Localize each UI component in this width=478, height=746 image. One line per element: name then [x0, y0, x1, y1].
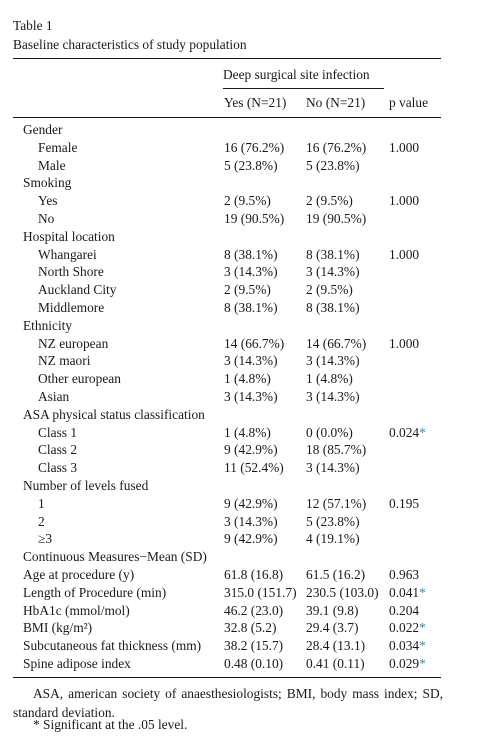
row-label: HbA1c (mmol/mol): [23, 602, 130, 618]
cell-no: 12 (57.1%): [306, 495, 367, 511]
row-label: Yes: [38, 193, 58, 209]
cell-no: 2 (9.5%): [306, 193, 353, 209]
cell-no: 18 (85.7%): [306, 442, 367, 458]
cell-no: 0 (0.0%): [306, 424, 353, 440]
cell-yes: 3 (14.3%): [224, 513, 278, 529]
group-header: Deep surgical site infection: [223, 67, 370, 82]
cell-no: 3 (14.3%): [306, 460, 360, 476]
cell-no: 39.1 (9.8): [306, 602, 359, 618]
cell-no: 4 (19.1%): [306, 531, 360, 547]
row-label: 1: [38, 495, 45, 511]
significance-star: *: [419, 424, 426, 440]
row-label: Whangarei: [38, 246, 97, 262]
significance-star: *: [419, 584, 426, 600]
table-row: [0, 192, 478, 210]
cell-no: 61.5 (16.2): [306, 567, 366, 582]
table-row: [0, 530, 478, 548]
table-title: Baseline characteristics of study population: [13, 37, 247, 52]
section-row: [0, 406, 478, 424]
col-header-no: No (N=21): [306, 95, 366, 110]
cell-p-value: 0.041: [389, 584, 420, 600]
col-header-p: p value: [389, 95, 429, 110]
row-label: NZ european: [38, 335, 109, 351]
row-label: North Shore: [38, 264, 104, 280]
cell-yes: 315.0 (151.7): [224, 584, 297, 600]
cell-yes: 3 (14.3%): [224, 353, 278, 369]
p-value-group: [389, 619, 426, 637]
row-label: ASA physical status classification: [23, 406, 205, 422]
cell-no: 28.4 (13.1): [306, 638, 366, 654]
cell-p-value: 0.195: [389, 495, 420, 511]
cell-p-value: 0.204: [389, 602, 420, 618]
row-label: Ethnicity: [23, 317, 73, 333]
row-label: ≥3: [38, 531, 53, 547]
table-row: [0, 335, 478, 353]
cell-no: 3 (14.3%): [306, 264, 360, 280]
cell-p-value: 1.000: [389, 335, 420, 351]
col-header-yes: Yes (N=21): [224, 95, 287, 110]
row-label: Hospital location: [23, 228, 115, 244]
section-row: [0, 121, 478, 139]
cell-p-value: 0.963: [389, 567, 420, 582]
table-row: [0, 459, 478, 477]
cell-no: 0.41 (0.11): [306, 656, 365, 671]
table-row: [0, 210, 478, 228]
row-label: Class 2: [38, 442, 78, 458]
row-label: Smoking: [23, 175, 72, 191]
row-label: Spine adipose index: [23, 656, 131, 671]
row-label: Gender: [23, 122, 63, 137]
cell-yes: 38.2 (15.7): [224, 638, 284, 654]
row-label: Age at procedure (y): [23, 567, 135, 582]
cell-no: 1 (4.8%): [306, 371, 353, 387]
cell-no: 5 (23.8%): [306, 513, 360, 529]
cell-yes: 8 (38.1%): [224, 246, 278, 262]
row-label: 2: [38, 513, 45, 529]
significance-star: *: [419, 638, 426, 654]
cell-yes: 11 (52.4%): [224, 460, 284, 476]
table-row: [0, 424, 478, 442]
cell-no: 5 (23.8%): [306, 157, 360, 173]
cell-p-value: 0.029: [389, 656, 420, 671]
section-row: [0, 548, 478, 566]
footnote-significance: * Significant at the .05 level.: [33, 717, 188, 732]
section-row: [0, 477, 478, 495]
cell-yes: 61.8 (16.8): [224, 567, 284, 582]
cell-yes: 2 (9.5%): [224, 193, 271, 209]
cell-no: 8 (38.1%): [306, 300, 360, 315]
section-row: [0, 566, 478, 584]
table-row: [0, 157, 478, 175]
significance-star: *: [419, 656, 426, 671]
table-row: [0, 263, 478, 281]
significance-star: *: [419, 620, 426, 636]
section-row: [0, 637, 478, 655]
top-rule: [13, 58, 441, 59]
table-row: [0, 513, 478, 531]
cell-yes: 3 (14.3%): [224, 389, 278, 404]
table-row: [0, 281, 478, 299]
row-label: Other european: [38, 371, 121, 387]
cell-yes: 2 (9.5%): [224, 282, 271, 298]
p-value-group: [389, 424, 426, 442]
row-label: Middlemore: [38, 300, 105, 315]
cell-p-value: 0.024: [389, 424, 420, 440]
section-row: [0, 619, 478, 637]
cell-no: 14 (66.7%): [306, 335, 367, 351]
cell-no: 8 (38.1%): [306, 246, 360, 262]
table-row: [0, 441, 478, 459]
p-value-group: [389, 584, 426, 602]
cell-yes: 8 (38.1%): [224, 300, 278, 315]
cell-no: 16 (76.2%): [306, 139, 367, 155]
table-row: [0, 495, 478, 513]
cell-p-value: 0.034: [389, 638, 420, 654]
cell-yes: 9 (42.9%): [224, 495, 278, 511]
cell-no: 19 (90.5%): [306, 211, 367, 226]
p-value-group: [389, 637, 426, 655]
row-label: Continuous Measures−Mean (SD): [23, 549, 207, 565]
section-row: [0, 655, 478, 673]
cell-no: 2 (9.5%): [306, 282, 353, 298]
cell-no: 29.4 (3.7): [306, 620, 359, 636]
row-label: Auckland City: [38, 282, 117, 298]
cell-p-value: 0.022: [389, 620, 420, 636]
table-label: Table 1: [13, 18, 53, 33]
cell-no: 230.5 (103.0): [306, 584, 379, 600]
row-label: No: [38, 211, 55, 226]
bottom-rule: [13, 677, 441, 678]
cell-yes: 3 (14.3%): [224, 264, 278, 280]
cell-p-value: 1.000: [389, 139, 420, 155]
cell-no: 3 (14.3%): [306, 389, 360, 404]
cell-yes: 16 (76.2%): [224, 139, 285, 155]
cell-yes: 9 (42.9%): [224, 442, 278, 458]
cell-yes: 5 (23.8%): [224, 157, 278, 173]
table-row: [0, 352, 478, 370]
cell-yes: 1 (4.8%): [224, 424, 271, 440]
cell-yes: 9 (42.9%): [224, 531, 278, 547]
cell-yes: 14 (66.7%): [224, 335, 285, 351]
table-row: [0, 246, 478, 264]
section-row: [0, 602, 478, 620]
row-label: Class 3: [38, 460, 78, 476]
cell-yes: 32.8 (5.2): [224, 620, 277, 636]
cell-yes: 0.48 (0.10): [224, 656, 284, 671]
section-row: [0, 317, 478, 335]
cell-yes: 19 (90.5%): [224, 211, 285, 226]
section-row: [0, 174, 478, 192]
table-row: [0, 299, 478, 317]
row-label: Female: [38, 139, 78, 155]
table-row: [0, 370, 478, 388]
table-row: [0, 388, 478, 406]
row-label: Asian: [38, 389, 70, 404]
footnote-abbreviations: ASA, american society of anaesthesiologists; BMI, body mass index; SD, standard deviation.: [13, 686, 443, 720]
cell-p-value: 1.000: [389, 193, 420, 209]
table-row: [0, 139, 478, 157]
cell-p-value: 1.000: [389, 246, 420, 262]
row-label: NZ maori: [38, 353, 91, 369]
group-header-rule: [223, 88, 384, 89]
header-rule: [13, 117, 441, 118]
row-label: Number of levels fused: [23, 478, 149, 493]
cell-yes: 46.2 (23.0): [224, 602, 284, 618]
p-value-group: [389, 655, 426, 673]
section-row: [0, 228, 478, 246]
row-label: Subcutaneous fat thickness (mm): [23, 638, 202, 654]
row-label: Length of Procedure (min): [23, 584, 167, 600]
row-label: Male: [38, 157, 66, 173]
cell-yes: 1 (4.8%): [224, 371, 271, 387]
row-label: BMI (kg/m²): [23, 620, 93, 636]
row-label: Class 1: [38, 424, 78, 440]
cell-no: 3 (14.3%): [306, 353, 360, 369]
section-row: [0, 584, 478, 602]
